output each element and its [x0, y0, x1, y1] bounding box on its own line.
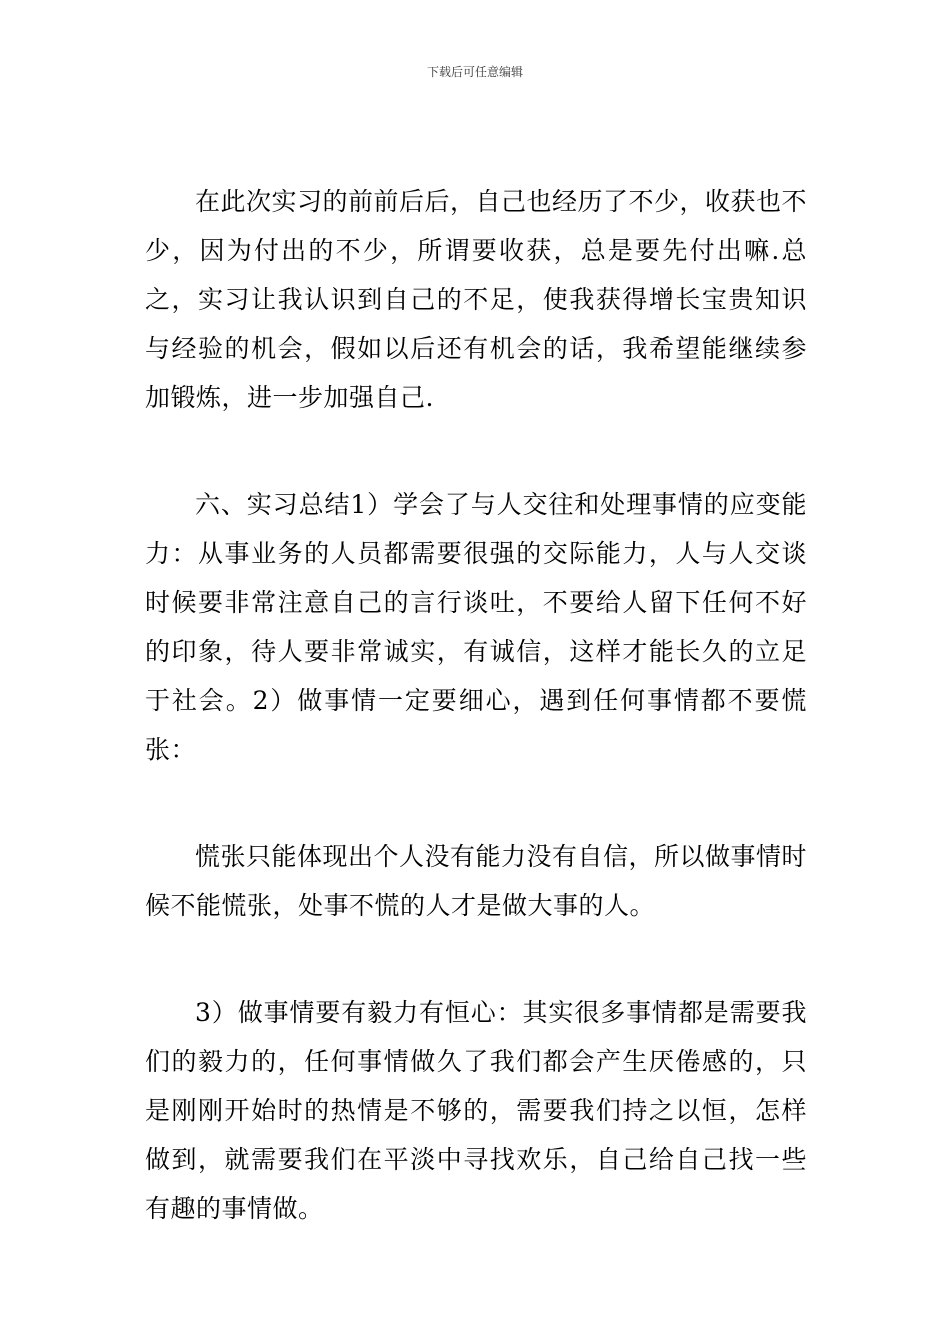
document-body — [145, 177, 807, 1233]
paragraph-internship-summary: 六、实习总结1）学会了与人交往和处理事情的应变能力：从事业务的人员都需要很强的交际能力，人与人交谈时候要非常注意自己的言行谈吐，不要给人留下任何不好的印象，待人要非常诚实，有诚信，这样才能长久的立足于社会。2）做事情一定要细心，遇到任何事情都不要慌张： — [145, 490, 807, 764]
paragraph-no-panic: 慌张只能体现出个人没有能力没有自信，所以做事情时候不能慌张，处事不慌的人才是做大事的人。 — [145, 842, 808, 920]
page-header-note: 下载后可任意编辑 — [426, 65, 523, 79]
paragraph-perseverance: 3）做事情要有毅力有恒心：其实很多事情都是需要我们的毅力的，任何事情做久了我们都会产生厌倦感的，只是刚刚开始时的热情是不够的，需要我们持之以恒，怎样做到，就需要我们在平淡中寻找欢乐，自己给自己找一些有趣的事情做。 — [145, 998, 807, 1223]
paragraph-internship-reflection: 在此次实习的前前后后，自己也经历了不少，收获也不少，因为付出的不少，所谓要收获，总是要先付出嘛.总之，实习让我认识到自己的不足，使我获得增长宝贵知识与经验的机会，假如以后还有机会的话，我希望能继续参加锻炼，进一步加强自己. — [145, 187, 808, 412]
